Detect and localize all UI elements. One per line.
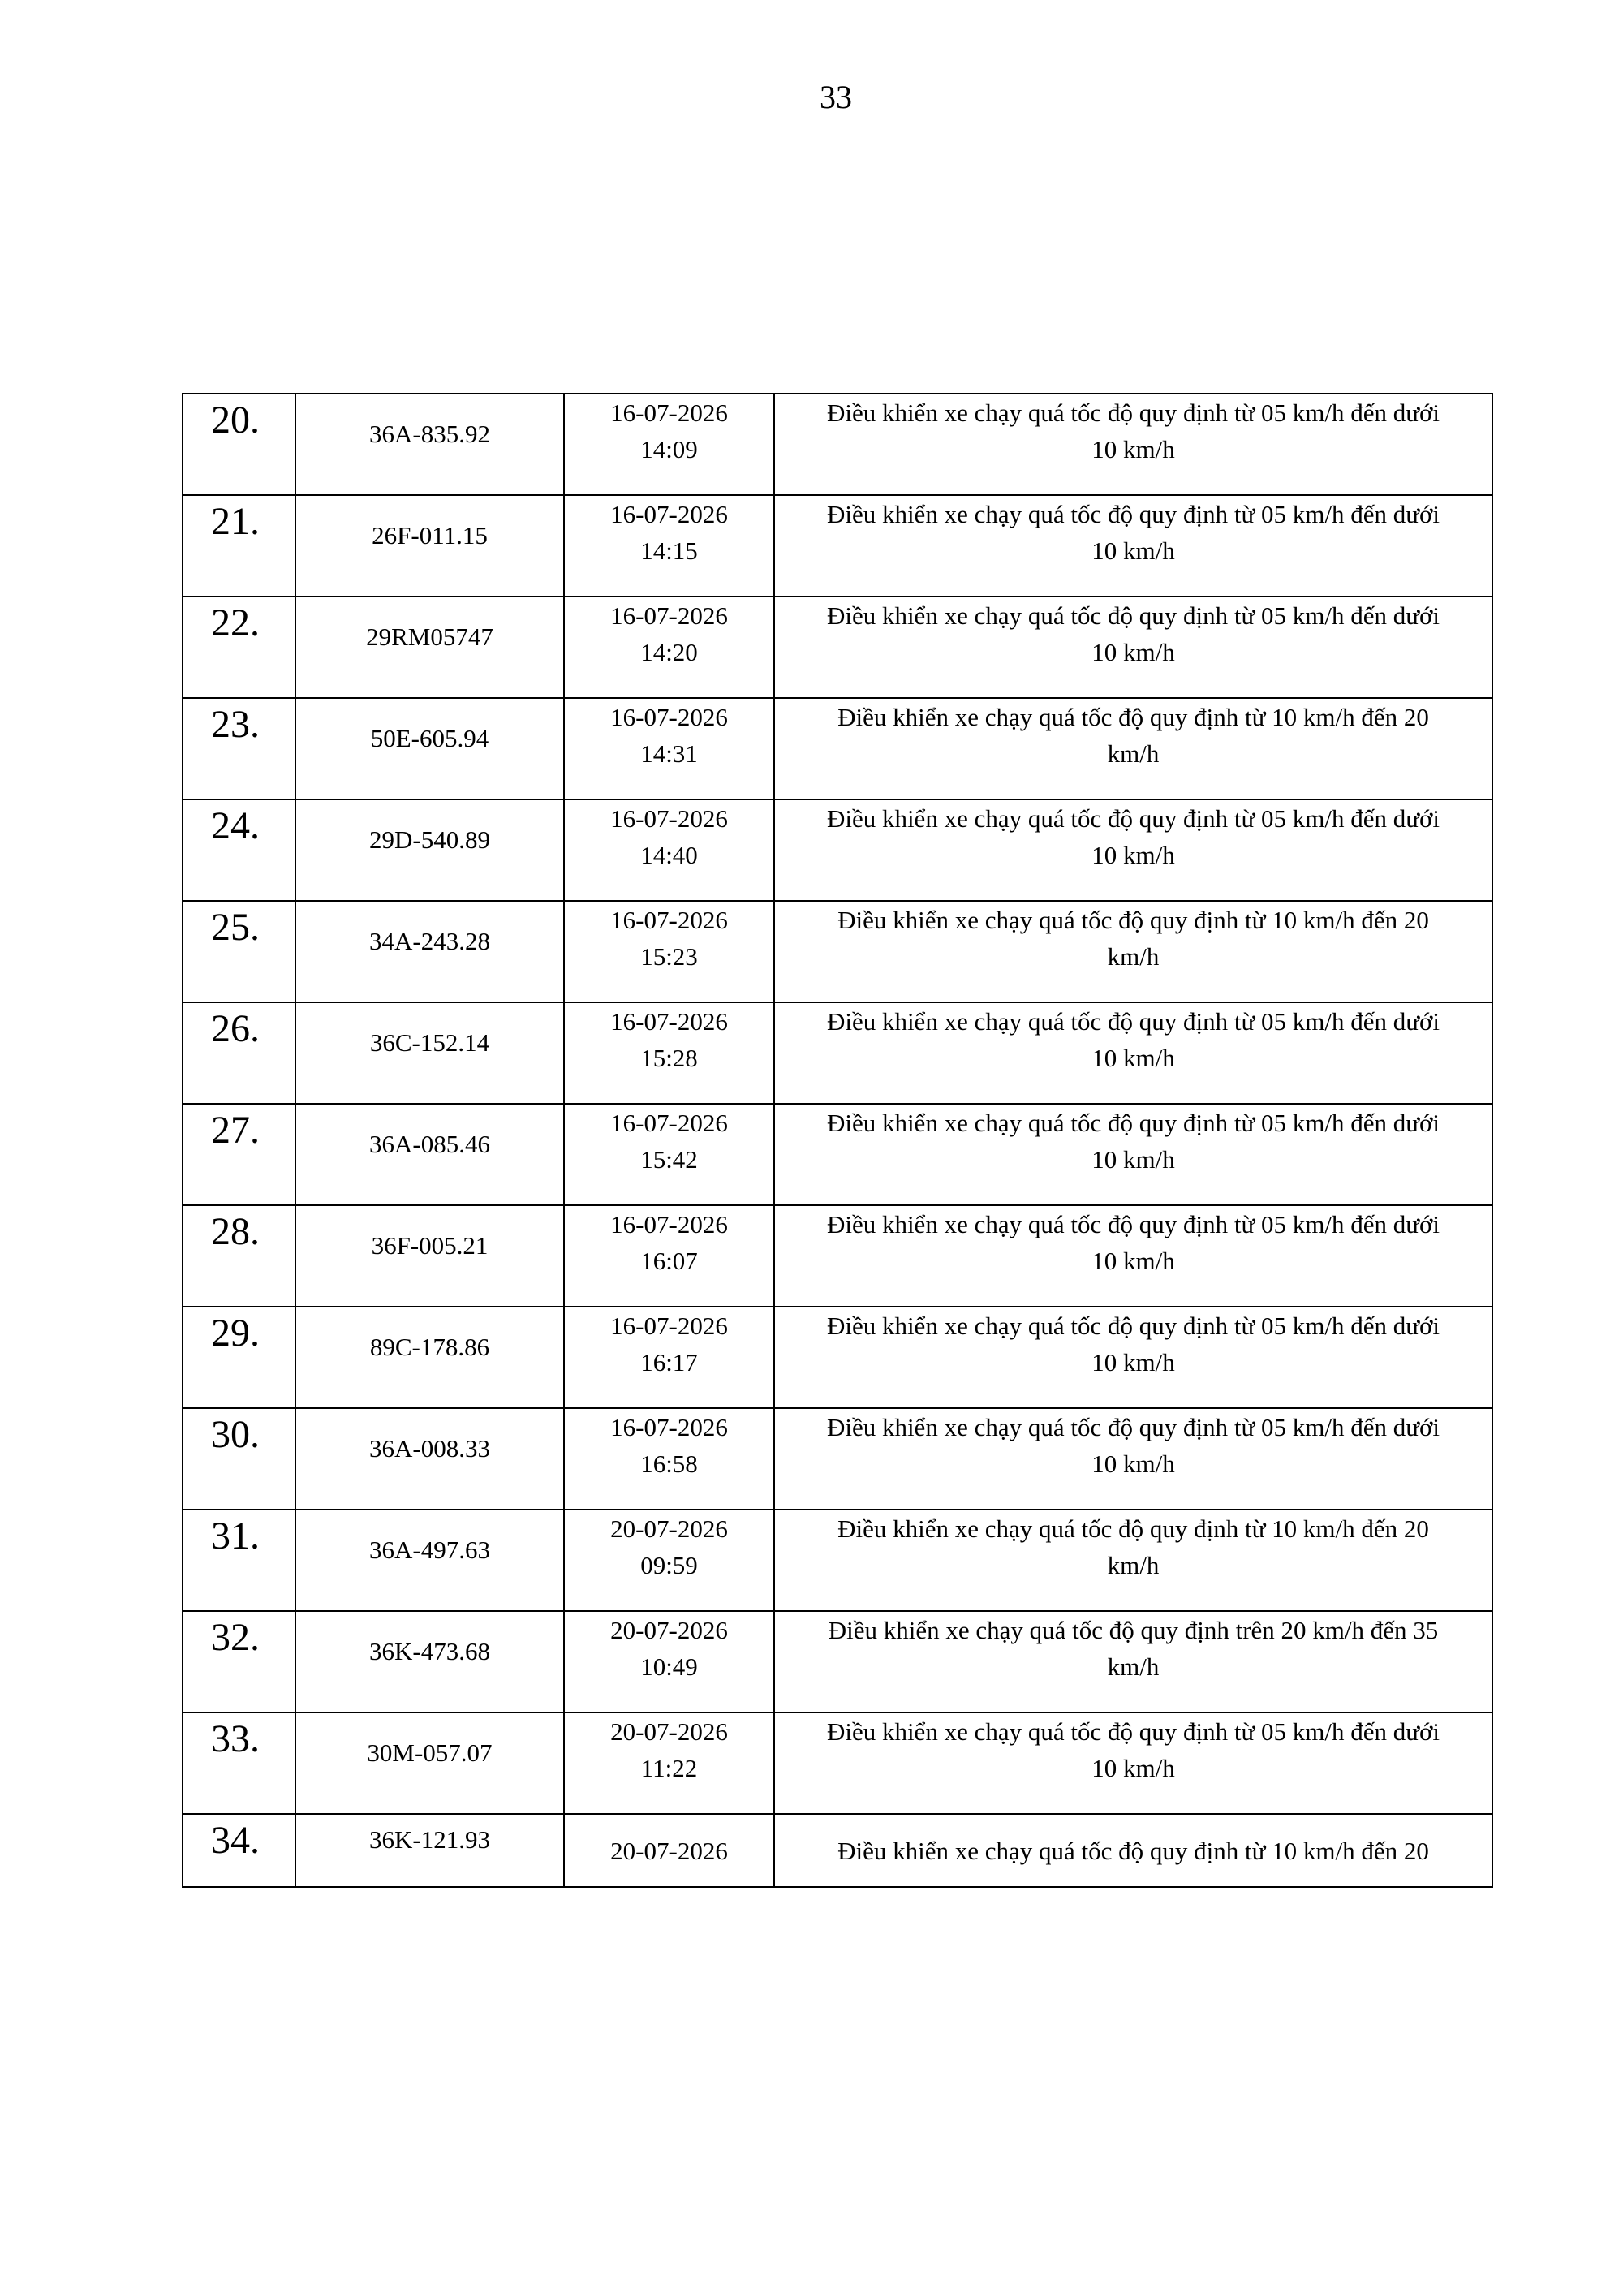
violation-description [774, 597, 1492, 698]
violation-line-1: Điều khiển xe chạy quá tốc độ quy định từ 05 km/h đến dưới [826, 1413, 1440, 1441]
row-number: 31. [183, 1510, 295, 1611]
table-row [183, 597, 1492, 698]
violation-time: 14:40 [640, 841, 698, 869]
table-row [183, 495, 1492, 597]
violation-description [774, 1002, 1492, 1104]
violation-line-2: 10 km/h [1091, 1348, 1175, 1376]
violation-line-2: 10 km/h [1091, 1754, 1175, 1782]
table-row [183, 1104, 1492, 1205]
violation-description [774, 698, 1492, 799]
row-number: 28. [183, 1205, 295, 1307]
license-plate: 30M-057.07 [295, 1712, 564, 1814]
violation-time: 14:15 [640, 536, 698, 565]
violation-description [774, 1307, 1492, 1408]
violation-datetime [564, 901, 774, 1002]
violation-datetime [564, 1002, 774, 1104]
violation-description [774, 495, 1492, 597]
table-row [183, 1712, 1492, 1814]
row-number: 29. [183, 1307, 295, 1408]
violation-datetime [564, 1205, 774, 1307]
violation-time: 15:28 [640, 1044, 698, 1072]
violation-line-1: Điều khiển xe chạy quá tốc độ quy định từ 10 km/h đến 20 [837, 906, 1429, 934]
violation-date: 16-07-2026 [610, 601, 728, 630]
violation-line-2: km/h [1107, 739, 1160, 768]
license-plate: 50E-605.94 [295, 698, 564, 799]
violation-line-1: Điều khiển xe chạy quá tốc độ quy định trên 20 km/h đến 35 [828, 1616, 1439, 1644]
violation-line-1: Điều khiển xe chạy quá tốc độ quy định từ 05 km/h đến dưới [826, 398, 1440, 427]
violations-table [182, 393, 1493, 1888]
table-row [183, 698, 1492, 799]
violation-line-2: 10 km/h [1091, 435, 1175, 463]
violation-line-1: Điều khiển xe chạy quá tốc độ quy định từ 05 km/h đến dưới [826, 1109, 1440, 1137]
violation-date: 16-07-2026 [610, 398, 728, 427]
violation-time: 16:58 [640, 1450, 698, 1478]
violation-datetime [564, 495, 774, 597]
violation-time: 14:31 [640, 739, 698, 768]
violation-datetime [564, 1510, 774, 1611]
row-number: 27. [183, 1104, 295, 1205]
license-plate: 36K-473.68 [295, 1611, 564, 1712]
violation-date: 16-07-2026 [610, 500, 728, 528]
violation-line-1: Điều khiển xe chạy quá tốc độ quy định từ 10 km/h đến 20 [837, 1514, 1429, 1543]
violation-datetime [564, 799, 774, 901]
violation-description [774, 901, 1492, 1002]
violation-description [774, 1814, 1492, 1887]
violation-line-1: Điều khiển xe chạy quá tốc độ quy định từ 05 km/h đến dưới [826, 804, 1440, 833]
row-number: 25. [183, 901, 295, 1002]
violation-date: 16-07-2026 [610, 1210, 728, 1238]
violation-date: 16-07-2026 [610, 804, 728, 833]
violation-date: 16-07-2026 [610, 1109, 728, 1137]
table-row [183, 1510, 1492, 1611]
table-row [183, 1611, 1492, 1712]
violation-date: 20-07-2026 [610, 1514, 728, 1543]
violation-date: 16-07-2026 [610, 1312, 728, 1340]
row-number: 21. [183, 495, 295, 597]
table-row [183, 1814, 1492, 1887]
violation-time: 16:07 [640, 1247, 698, 1275]
violation-datetime [564, 1814, 774, 1887]
table-row [183, 1205, 1492, 1307]
violation-datetime [564, 597, 774, 698]
row-number: 34. [183, 1814, 295, 1887]
violation-datetime [564, 1307, 774, 1408]
violation-datetime [564, 1611, 774, 1712]
violation-line-2: 10 km/h [1091, 1247, 1175, 1275]
table-row [183, 1002, 1492, 1104]
table-row [183, 901, 1492, 1002]
violation-date: 16-07-2026 [610, 1007, 728, 1036]
license-plate: 34A-243.28 [295, 901, 564, 1002]
violation-description [774, 1408, 1492, 1510]
violation-line-2: km/h [1107, 1551, 1160, 1579]
violation-line-2: 10 km/h [1091, 536, 1175, 565]
violation-line-2: 10 km/h [1091, 638, 1175, 666]
violation-line-2: km/h [1107, 1652, 1160, 1681]
violation-line-1: Điều khiển xe chạy quá tốc độ quy định từ 10 km/h đến 20 [837, 1836, 1429, 1865]
violation-time: 11:22 [640, 1754, 698, 1782]
violation-date: 20-07-2026 [610, 1836, 728, 1865]
license-plate: 36F-005.21 [295, 1205, 564, 1307]
table-row [183, 1408, 1492, 1510]
violation-datetime [564, 698, 774, 799]
violation-datetime [564, 1408, 774, 1510]
violation-description [774, 1712, 1492, 1814]
violation-time: 15:23 [640, 942, 698, 971]
violation-line-1: Điều khiển xe chạy quá tốc độ quy định từ 05 km/h đến dưới [826, 1007, 1440, 1036]
violation-time: 14:09 [640, 435, 698, 463]
page-number: 33 [820, 79, 852, 115]
violation-line-2: 10 km/h [1091, 1145, 1175, 1174]
row-number: 33. [183, 1712, 295, 1814]
license-plate: 36K-121.93 [295, 1814, 564, 1887]
row-number: 32. [183, 1611, 295, 1712]
violation-line-1: Điều khiển xe chạy quá tốc độ quy định từ 05 km/h đến dưới [826, 601, 1440, 630]
violation-description [774, 1205, 1492, 1307]
license-plate: 29RM05747 [295, 597, 564, 698]
license-plate: 36A-497.63 [295, 1510, 564, 1611]
table-row [183, 799, 1492, 901]
license-plate: 36A-835.92 [295, 394, 564, 495]
row-number: 23. [183, 698, 295, 799]
violation-description [774, 799, 1492, 901]
license-plate: 89C-178.86 [295, 1307, 564, 1408]
table-row [183, 394, 1492, 495]
table-row [183, 1307, 1492, 1408]
violation-time: 09:59 [640, 1551, 698, 1579]
violation-description [774, 1510, 1492, 1611]
row-number: 26. [183, 1002, 295, 1104]
violation-line-2: km/h [1107, 942, 1160, 971]
violation-date: 20-07-2026 [610, 1616, 728, 1644]
violation-line-2: 10 km/h [1091, 1450, 1175, 1478]
license-plate: 26F-011.15 [295, 495, 564, 597]
license-plate: 29D-540.89 [295, 799, 564, 901]
violation-line-1: Điều khiển xe chạy quá tốc độ quy định từ 05 km/h đến dưới [826, 1312, 1440, 1340]
violation-datetime [564, 394, 774, 495]
violation-line-2: 10 km/h [1091, 1044, 1175, 1072]
row-number: 20. [183, 394, 295, 495]
violation-time: 15:42 [640, 1145, 698, 1174]
license-plate: 36A-085.46 [295, 1104, 564, 1205]
row-number: 30. [183, 1408, 295, 1510]
violation-description [774, 1104, 1492, 1205]
license-plate: 36C-152.14 [295, 1002, 564, 1104]
violation-date: 16-07-2026 [610, 703, 728, 731]
violation-line-2: 10 km/h [1091, 841, 1175, 869]
violation-date: 16-07-2026 [610, 1413, 728, 1441]
violation-time: 10:49 [640, 1652, 698, 1681]
violation-datetime [564, 1712, 774, 1814]
violation-line-1: Điều khiển xe chạy quá tốc độ quy định từ 05 km/h đến dưới [826, 500, 1440, 528]
violation-datetime [564, 1104, 774, 1205]
violation-time: 14:20 [640, 638, 698, 666]
license-plate: 36A-008.33 [295, 1408, 564, 1510]
violation-line-1: Điều khiển xe chạy quá tốc độ quy định từ 05 km/h đến dưới [826, 1210, 1440, 1238]
row-number: 24. [183, 799, 295, 901]
violation-line-1: Điều khiển xe chạy quá tốc độ quy định từ 05 km/h đến dưới [826, 1717, 1440, 1746]
violation-description [774, 1611, 1492, 1712]
violation-date: 16-07-2026 [610, 906, 728, 934]
row-number: 22. [183, 597, 295, 698]
violation-line-1: Điều khiển xe chạy quá tốc độ quy định từ 10 km/h đến 20 [837, 703, 1429, 731]
violation-description [774, 394, 1492, 495]
violation-time: 16:17 [640, 1348, 698, 1376]
violation-date: 20-07-2026 [610, 1717, 728, 1746]
